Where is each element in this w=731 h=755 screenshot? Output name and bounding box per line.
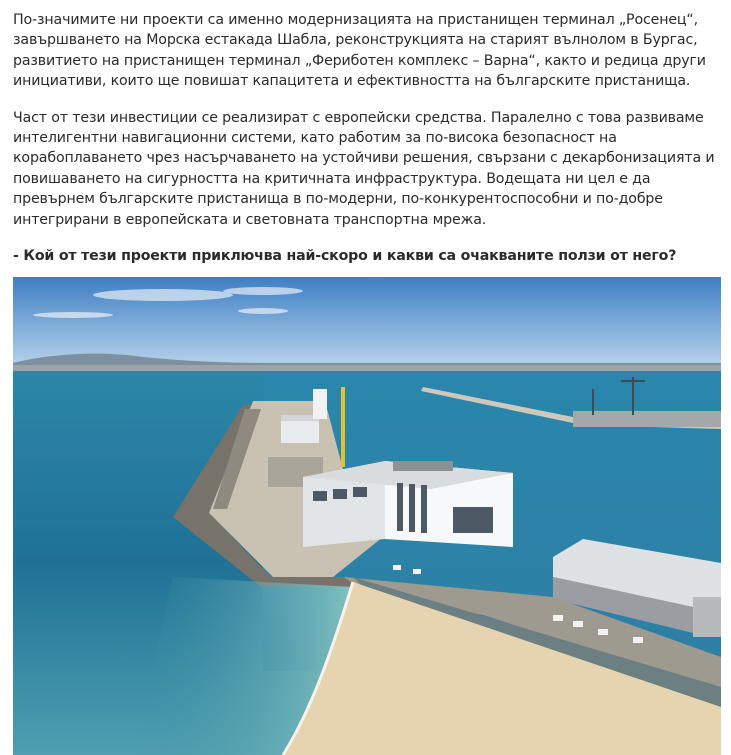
roof-equipment xyxy=(393,461,453,471)
article-paragraph-2: Част от тези инвестиции се реализират с европейски средства. Паралелно с това развиваме интелигентни навигационни системи, като работим за по-висока безопасност на корабоплаването чрез насърчаването на устойчиви решения, свързани с декарбонизацията и повишаването на сигурността на критичната инфраструктура. Водещата ни цел е да превърнем българските пристанища в по-модерни, по-конкурентоспособни и по-добре интегрирани в европейската и световната транспортна мрежа. xyxy=(13,109,715,228)
warehouse-gable xyxy=(693,597,721,637)
article-paragraph-1: По-значимите ни проекти са именно модернизацията на пристанищен терминал „Росенец“, завършването на Морска естакада Шабла, реконструкцията на старият вълнолом в Бургас, развитието на пристанищен терминал „Фериботен комплекс – Варна“, както и редица други инициативи, които ще повишат капацитета и ефективността на българските пристанища. xyxy=(13,12,706,90)
interview-question: - Кой от тези проекти приключва най-скоро и какви са очакваните ползи от него? xyxy=(13,248,677,265)
port-aerial-photo xyxy=(13,277,721,755)
article xyxy=(13,10,721,266)
pier-tower xyxy=(313,389,327,419)
distant-shore xyxy=(13,365,721,371)
right-terminal xyxy=(573,411,721,427)
